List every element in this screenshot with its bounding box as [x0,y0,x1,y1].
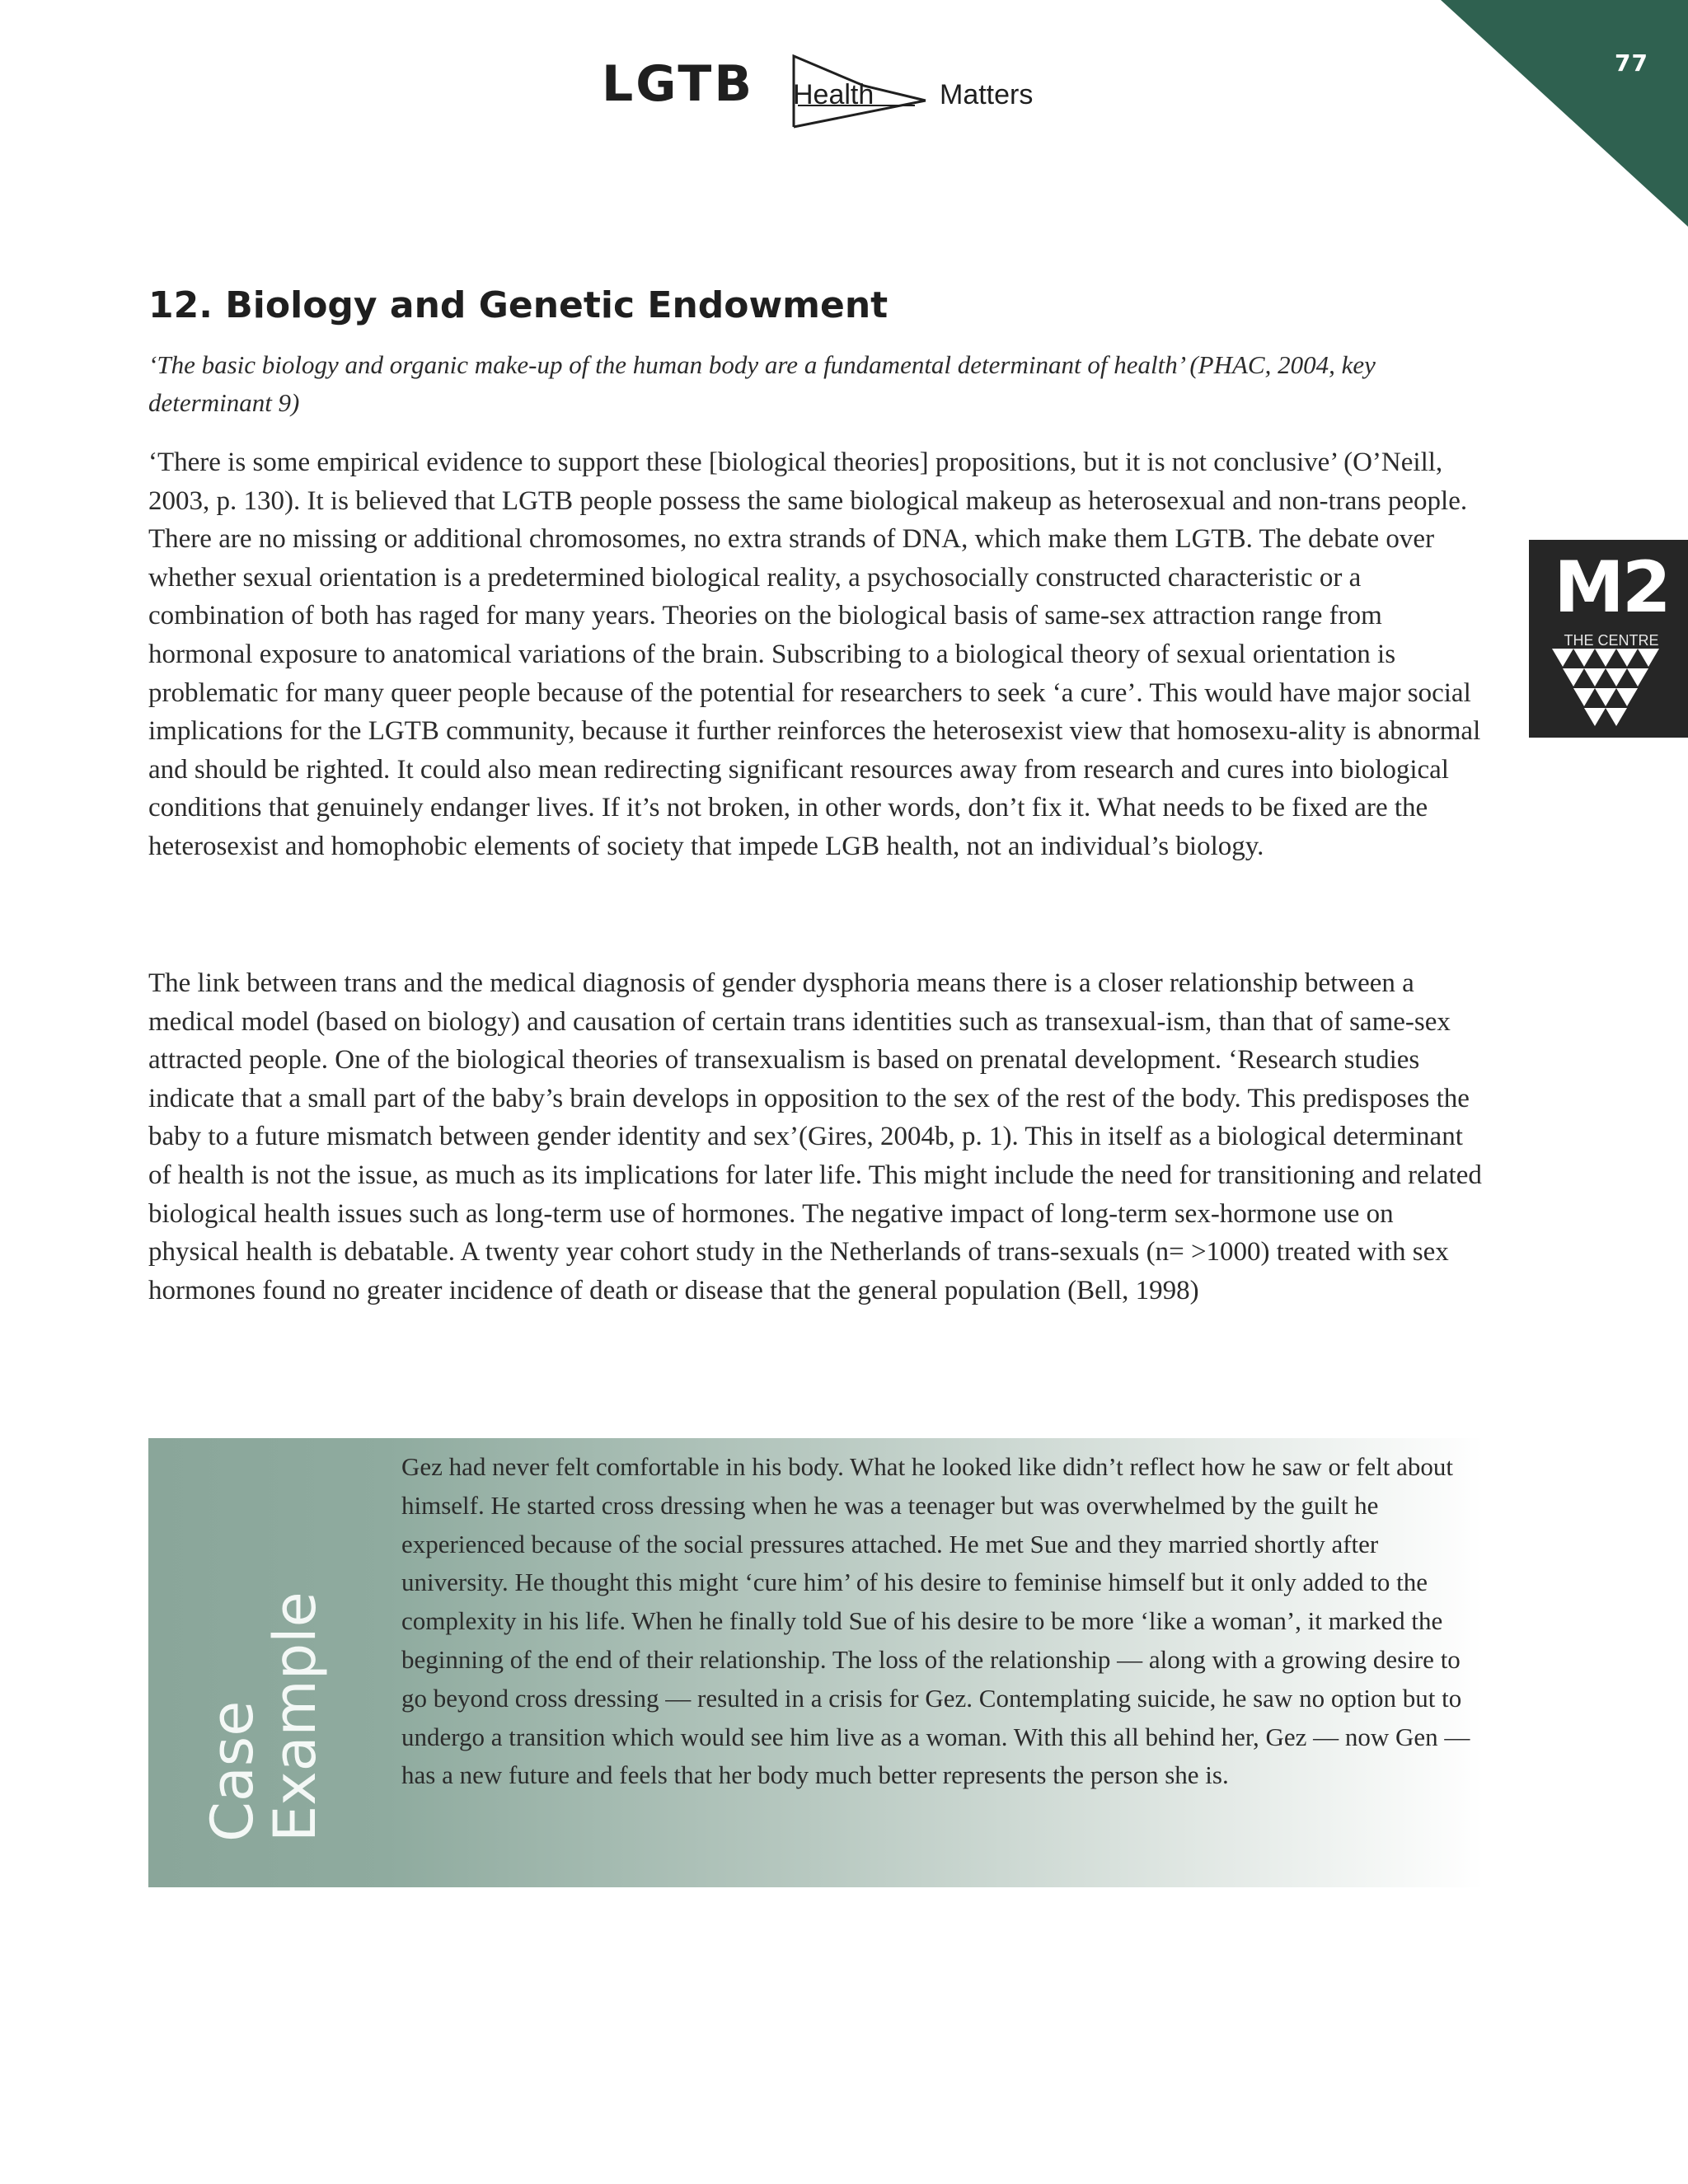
module-label: THE CENTRE [1564,632,1659,649]
case-heading-line1: Case [199,1700,266,1842]
publication-logo [602,54,1096,129]
case-example-box [148,1438,1484,1887]
triangle-pattern-icon [1552,649,1659,728]
section-title: 12. Biology and Genetic Endowment [148,284,889,326]
case-example-heading [165,1512,363,1842]
body-paragraph: ‘There is some empirical evidence to support these [biological theories] propositions, but it is not conclusive’ (O’Neill, 2003, p. 130). It is believed that LGTB people possess the same biological makeup as heterosexual and non-trans people. There are no missing or additional chromosomes, no extra strands of DNA, which make them LGTB. The debate over whether sexual orientation is a predetermined biological reality, a psychosocially constructed characteristic or a combination of both has raged for many years. Theories on the biological basis of same-sex attraction range from hormonal exposure to anatomical variations of the brain. Subscribing to a biological theory of sexual orientation is problematic for many queer people because of the potential for researchers to seek ‘a cure’. This would have major social implications for the LGTB community, because it further reinforces the heterosexist view that homosexu-ality is abnormal and should be righted. It could also mean redirecting significant resources away from research and cures into biological conditions that genuinely endanger lives. If it’s not broken, in other words, don’t fix it. What needs to be fixed are the heterosexist and homophobic elements of society that impede LGB health, not an individual’s biology. [148,448,1481,861]
case-heading-line2: Example [261,1591,329,1842]
module-code: M2 [1554,546,1669,629]
logo-matters: Matters [940,79,1034,110]
logo-lgtb: LGTB [602,55,755,113]
corner-triangle [1441,0,1688,227]
logo-health: Health [793,79,874,110]
module-side-tab [1529,540,1688,738]
epigraph-quote: ‘The basic biology and organic make-up of the human body are a fundamental determinant of health’ (PHAC, 2004, key determinant 9) [148,350,1376,417]
case-example-text: Gez had never felt comfortable in his body. What he looked like didn’t reflect how he saw or felt about himself. He started cross dressing when he was a teenager but was overwhelmed by the guilt he experienced because of the social pressures attached. He met Sue and they married shortly after university. He thought this might ‘cure him’ of his desire to feminise himself but it only added to the complexity in his life. When he finally told Sue of his desire to be more ‘like a woman’, it marked the beginning of the end of their relationship. The loss of the relationship — along with a growing desire to go beyond cross dressing — resulted in a crisis for Gez. Contemplating suicide, he saw no option but to undergo a transition which would see him live as a woman. With this all behind her, Gez — now Gen — has a new future and feels that her body much better represents the person she is. [401,1452,1470,1790]
body-paragraph: The link between trans and the medical diagnosis of gender dysphoria means there is a closer relationship between a medical model (based on biology) and causation of certain trans identities such as transexual-ism, than that of same-sex attracted people. One of the biological theories of transexualism is based on prenatal development. ‘Research studies indicate that a small part of the baby’s brain develops in opposition to the sex of the rest of the body. This predisposes the baby to a future mismatch between gender identity and sex’(Gires, 2004b, p. 1). This in itself as a biological determinant of health is not the issue, as much as its implications for later life. This might include the need for transitioning and related biological health issues such as long-term use of hormones. The negative impact of long-term sex-hormone use on physical health is debatable. A twenty year cohort study in the Netherlands of trans-sexuals (n= >1000) treated with sex hormones found no greater incidence of death or disease that the general population (Bell, 1998) [148,968,1482,1305]
page-number: 77 [1615,49,1648,77]
